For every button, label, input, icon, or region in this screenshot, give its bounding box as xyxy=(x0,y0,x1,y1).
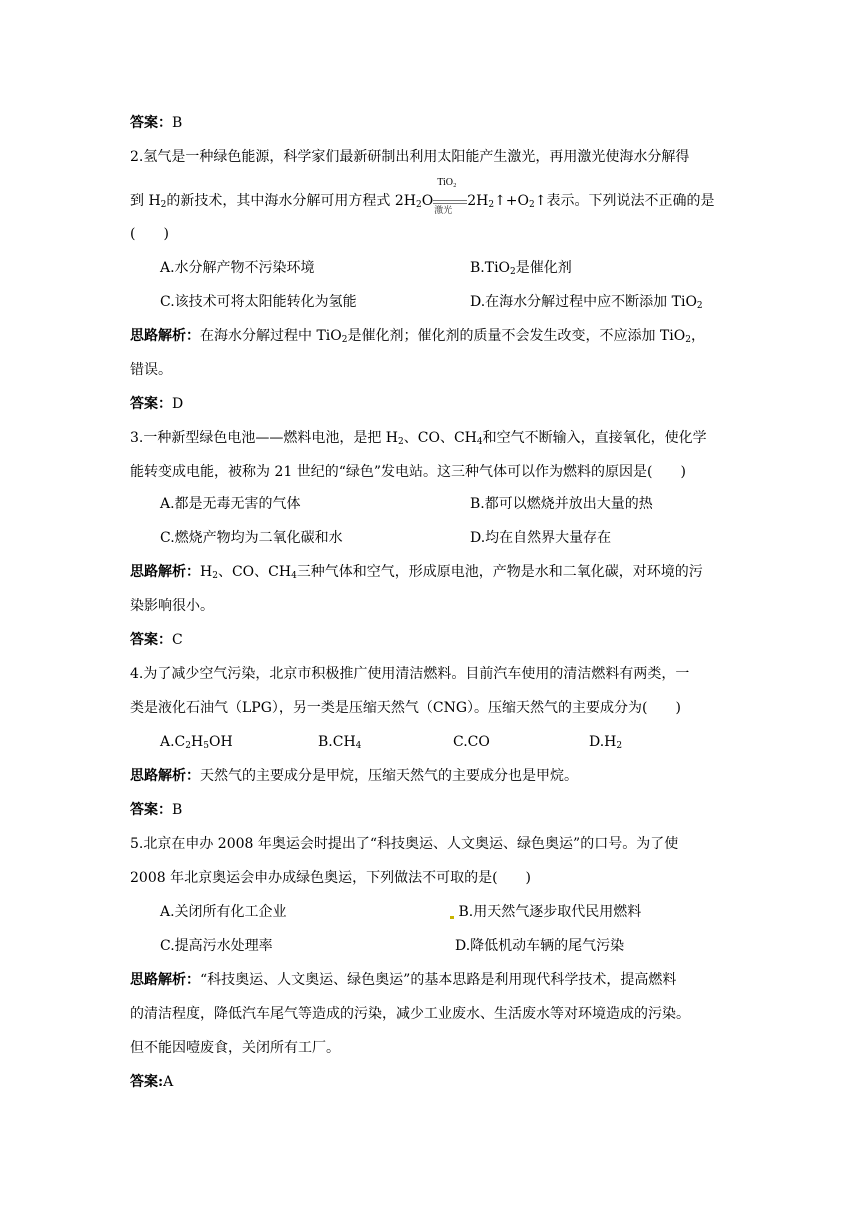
condition-label: 激光 xyxy=(434,206,453,216)
reaction-condition xyxy=(433,177,467,216)
q5-option-a: A.关闭所有化工企业 xyxy=(160,904,287,920)
q3-option-c: C.燃烧产物均为二氧化碳和水 xyxy=(160,530,343,546)
q2-option-c: C.该技术可将太阳能转化为氢能 xyxy=(160,294,357,310)
highlight-mark-icon xyxy=(450,916,454,919)
answer-label: 答案: xyxy=(130,1074,164,1090)
q4-option-a: $A.C_2H_5OH$ xyxy=(160,734,233,751)
answer-label: 答案： xyxy=(130,632,172,648)
analysis-label: 思路解析： xyxy=(130,328,200,344)
q5-option-b: B.用天然气逐步取代民用燃料 xyxy=(450,902,641,922)
q5-option-d: D.降低机动车辆的尾气污染 xyxy=(455,938,625,954)
analysis-label: 思路解析： xyxy=(130,768,200,784)
q5-analysis: 思路解析：“科技奥运、人文奥运、绿色奥运”的基本思路是利用现代科学技术，提高燃料 xyxy=(130,972,677,988)
q5-stem-line2: 2008 年北京奥运会申办成绿色奥运，下列做法不可取的是( ) xyxy=(130,870,532,886)
answer-value: C xyxy=(172,632,183,648)
q4-analysis: 思路解析：天然气的主要成分是甲烷，压缩天然气的主要成分也是甲烷。 xyxy=(130,768,578,784)
q2-option-b: B.TiO$_2$是催化剂 xyxy=(470,260,572,277)
q2-option-a: A.水分解产物不污染环境 xyxy=(160,260,315,276)
q3-option-b: B.都可以燃烧并放出大量的热 xyxy=(470,496,653,512)
q4-answer xyxy=(130,800,182,820)
q1-answer xyxy=(130,113,182,133)
q3-stem-line2: 能转变成电能，被称为 21 世纪的“绿色”发电站。这三种气体可以作为燃料的原因是( ) xyxy=(130,464,686,480)
answer-value: B xyxy=(172,115,183,131)
answer-label: 答案： xyxy=(130,802,172,818)
q5-option-c: C.提高污水处理率 xyxy=(160,938,273,954)
q5-answer xyxy=(130,1072,173,1092)
q4-option-b: $B.CH_4$ xyxy=(318,734,362,751)
q3-analysis-line2: 染影响很小。 xyxy=(130,598,214,614)
q3-answer xyxy=(130,630,183,650)
q2-option-d: D.在海水分解过程中应不断添加 TiO$_2$ xyxy=(470,294,703,311)
q5-stem-line1: 5.北京在申办 2008 年奥运会时提出了“科技奥运、人文奥运、绿色奥运”的口号。为了使 xyxy=(130,836,679,852)
answer-label: 答案： xyxy=(130,115,172,131)
q3-stem-line1: 3.一种新型绿色电池——燃料电池，是把 $H_2$、CO、$CH_4$和空气不断输入，直接氧化，使化学 xyxy=(130,430,707,447)
q2-stem-line1: 2.氢气是一种绿色能源，科学家们最新研制出利用太阳能产生激光，再用激光使海水分解得 xyxy=(130,149,690,165)
answer-value: B xyxy=(172,802,183,818)
answer-label: 答案： xyxy=(130,396,172,412)
q5-analysis-line3: 但不能因噎废食，关闭所有工厂。 xyxy=(130,1040,340,1056)
q3-option-d: D.均在自然界大量存在 xyxy=(470,530,612,546)
q3-analysis: 思路解析：$H_2$、CO、$CH_4$三种气体和空气，形成原电池，产物是水和二氧化碳，对环境的污 xyxy=(130,564,703,581)
q2-answer xyxy=(130,394,183,414)
q4-stem-line1: 4.为了减少空气污染，北京市积极推广使用清洁燃料。目前汽车使用的清洁燃料有两类，一 xyxy=(130,666,690,682)
q4-stem-line2: 类是液化石油气（LPG），另一类是压缩天然气（CNG）。压缩天然气的主要成分为( ) xyxy=(130,700,681,716)
catalyst-label: TiO₂ xyxy=(437,177,457,188)
q2-stem-line2: 到 $H_2$的新技术，其中海水分解可用方程式 $2H_2O$ TiO₂ 激光 $2H_2↑+O_2↑$表示。下列说法不正确的是 xyxy=(130,191,714,211)
q4-option-c: C.CO xyxy=(453,734,490,750)
answer-value: A xyxy=(163,1074,174,1090)
q3-option-a: A.都是无毒无害的气体 xyxy=(160,496,301,512)
q2-paren: ( ) xyxy=(130,226,169,242)
q5-analysis-line2: 的清洁程度，降低汽车尾气等造成的污染，减少工业废水、生活废水等对环境造成的污染。 xyxy=(130,1006,690,1022)
q2-analysis: 思路解析：在海水分解过程中 TiO$_2$是催化剂；催化剂的质量不会发生改变，不应添加 TiO$_2$， xyxy=(130,328,705,345)
answer-value: D xyxy=(172,396,184,412)
q2-analysis-line2: 错误。 xyxy=(130,362,172,378)
q4-option-d: $D.H_2$ xyxy=(589,734,623,751)
analysis-label: 思路解析： xyxy=(130,972,200,988)
analysis-label: 思路解析： xyxy=(130,564,200,580)
